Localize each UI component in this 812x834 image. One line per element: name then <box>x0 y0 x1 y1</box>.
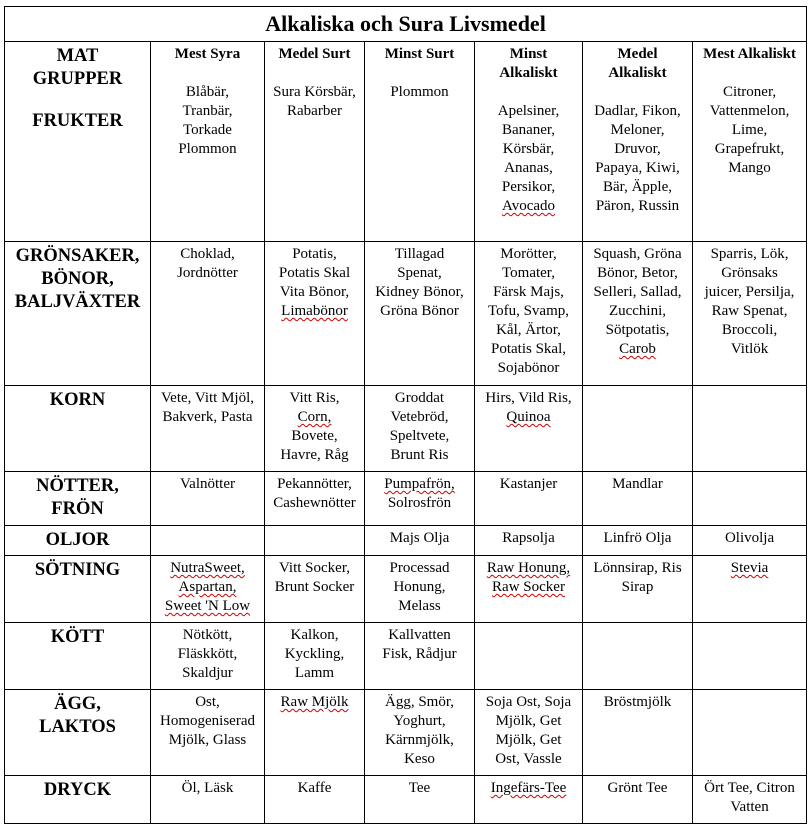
table-cell <box>693 472 807 526</box>
table-cell: Ost, Homogeniserad Mjölk, Glass <box>151 690 265 776</box>
table-cell: Ört Tee, Citron Vatten <box>693 776 807 824</box>
table-cell: Groddat Vetebröd, Speltvete, Brunt Ris <box>365 386 475 472</box>
column-header-medel-surt: Medel Surt <box>278 46 351 62</box>
table-cell: Vitt Socker, Brunt Socker <box>265 556 365 623</box>
header-grupper: GRUPPER <box>32 69 123 89</box>
table-cell: Raw Honung, Raw Socker <box>475 556 583 623</box>
table-cell <box>151 526 265 556</box>
table-cell: Mandlar <box>583 472 693 526</box>
table-cell: Majs Olja <box>365 526 475 556</box>
table-cell: Olivolja <box>693 526 807 556</box>
table-row-agg <box>5 690 807 776</box>
table-row-frukter <box>5 42 807 242</box>
group-header-cell <box>5 42 151 242</box>
group-label-kott: KÖTT <box>5 623 151 690</box>
column-header-mest-alkaliskt: Mest Alkaliskt <box>703 46 796 62</box>
table-row-notter <box>5 472 807 526</box>
table-cell: Morötter, Tomater, Färsk Majs, Tofu, Svamp, Kål, Ärtor, Potatis Skal, Sojabönor <box>475 242 583 386</box>
table-cell: Tillagad Spenat, Kidney Bönor, Gröna Bönor <box>365 242 475 386</box>
cell-frukter-mest-syra: Mest Syra Blåbär, Tranbär, Torkade Plommon <box>151 42 265 242</box>
table-cell: Ägg, Smör, Yoghurt, Kärnmjölk, Keso <box>365 690 475 776</box>
table-cell: Processad Honung, Melass <box>365 556 475 623</box>
table-cell <box>475 623 583 690</box>
table-cell: Vete, Vitt Mjöl, Bakverk, Pasta <box>151 386 265 472</box>
table-cell: Squash, Gröna Bönor, Betor, Selleri, Sallad, Zucchini, Sötpotatis, Carob <box>583 242 693 386</box>
table-title: Alkaliska och Sura Livsmedel <box>5 7 807 42</box>
table-row-sotning <box>5 556 807 623</box>
table-cell: Kaffe <box>265 776 365 824</box>
table-cell: Kalkon, Kyckling, Lamm <box>265 623 365 690</box>
table-cell: Vitt Ris, Corn, Bovete, Havre, Råg <box>265 386 365 472</box>
header-mat: MAT <box>56 46 99 66</box>
table-row-korn <box>5 386 807 472</box>
table-cell: Pekannötter, Cashewnötter <box>265 472 365 526</box>
table-cell: Stevia <box>693 556 807 623</box>
table-row-oljor <box>5 526 807 556</box>
table-cell <box>583 386 693 472</box>
table-cell: Sparris, Lök, Grönsaks juicer, Persilja, Raw Spenat, Broccoli, Vitlök <box>693 242 807 386</box>
table-cell: Soja Ost, Soja Mjölk, Get Mjölk, Get Ost, Vassle <box>475 690 583 776</box>
table-cell <box>693 623 807 690</box>
table-cell: Kallvatten Fisk, Rådjur <box>365 623 475 690</box>
table-cell: Bröstmjölk <box>583 690 693 776</box>
table-cell <box>583 623 693 690</box>
table-cell: Kastanjer <box>475 472 583 526</box>
table-cell: Ingefärs-Tee <box>475 776 583 824</box>
table-cell: Lönnsirap, Ris Sirap <box>583 556 693 623</box>
table-cell: Rapsolja <box>475 526 583 556</box>
table-row-gronsaker <box>5 242 807 386</box>
group-label-agg: ÄGG, LAKTOS <box>5 690 151 776</box>
food-table <box>4 6 807 824</box>
table-cell: Choklad, Jordnötter <box>151 242 265 386</box>
cell-frukter-medel-surt: Medel Surt Sura Körsbär, Rabarber <box>265 42 365 242</box>
table-cell: NutraSweet, Aspartan, Sweet 'N Low <box>151 556 265 623</box>
title-row <box>5 7 807 42</box>
table-cell: Linfrö Olja <box>583 526 693 556</box>
cell-frukter-medel-alkaliskt: Medel Alkaliskt Dadlar, Fikon, Meloner, Druvor, Papaya, Kiwi, Bär, Äpple, Päron, Russin <box>583 42 693 242</box>
table-cell <box>693 690 807 776</box>
group-label-dryck: DRYCK <box>5 776 151 824</box>
column-header-medel-alkaliskt: Medel Alkaliskt <box>608 46 667 81</box>
group-label-korn: KORN <box>5 386 151 472</box>
table-row-dryck <box>5 776 807 824</box>
group-label-oljor: OLJOR <box>5 526 151 556</box>
cell-frukter-minst-alkaliskt: Minst Alkaliskt Apelsiner, Bananer, Körsbär, Ananas, Persikor, Avocado <box>475 42 583 242</box>
group-label-frukter: FRUKTER <box>32 111 123 131</box>
column-header-minst-surt: Minst Surt <box>384 46 455 62</box>
table-cell: Valnötter <box>151 472 265 526</box>
table-cell <box>265 526 365 556</box>
table-row-kott <box>5 623 807 690</box>
table-cell: Pumpafrön, Solrosfrön <box>365 472 475 526</box>
table-cell: Potatis, Potatis Skal Vita Bönor, Limabönor <box>265 242 365 386</box>
group-label-sotning: SÖTNING <box>5 556 151 623</box>
table-cell <box>693 386 807 472</box>
column-header-mest-syra: Mest Syra <box>174 46 241 62</box>
group-label-notter: NÖTTER, FRÖN <box>5 472 151 526</box>
group-label-gronsaker: GRÖNSAKER, BÖNOR, BALJVÄXTER <box>5 242 151 386</box>
cell-frukter-mest-alkaliskt: Mest Alkaliskt Citroner, Vattenmelon, Lime, Grapefrukt, Mango <box>693 42 807 242</box>
table-cell: Tee <box>365 776 475 824</box>
cell-frukter-minst-surt: Minst Surt Plommon <box>365 42 475 242</box>
table-cell: Öl, Läsk <box>151 776 265 824</box>
table-cell: Nötkött, Fläskkött, Skaldjur <box>151 623 265 690</box>
table-cell: Grönt Tee <box>583 776 693 824</box>
table-cell: Hirs, Vild Ris, Quinoa <box>475 386 583 472</box>
column-header-minst-alkaliskt: Minst Alkaliskt <box>499 46 558 81</box>
table-cell: Raw Mjölk <box>265 690 365 776</box>
